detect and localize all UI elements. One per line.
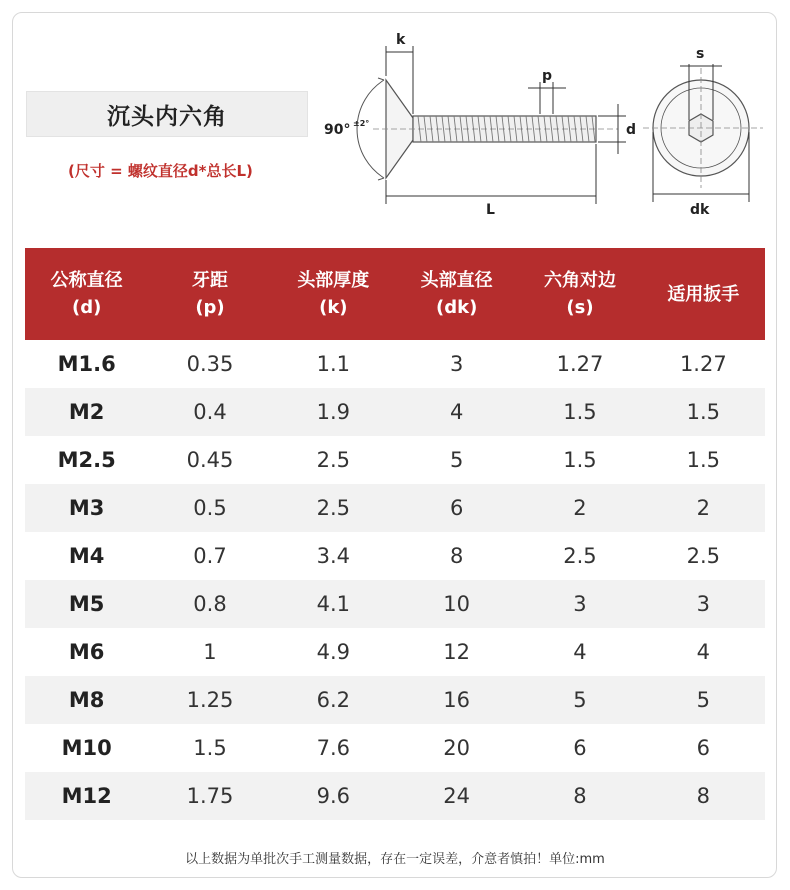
table-row — [25, 388, 765, 436]
label-tolerance: ±2° — [353, 119, 370, 128]
size-cell: M5 — [25, 580, 148, 628]
value-cell: 2.5 — [563, 544, 597, 568]
value-cell: 9.6 — [272, 772, 395, 820]
column-header — [148, 248, 271, 340]
value-cell: 1.5 — [642, 388, 765, 436]
size-cell: M2 — [25, 388, 148, 436]
column-header-symbol: (dk) — [435, 297, 478, 318]
table-header-row — [25, 248, 765, 340]
column-header-symbol: (s) — [566, 297, 594, 318]
label-s: s — [696, 46, 705, 62]
size-cell: M2.5 — [57, 448, 116, 472]
value-cell: 10 — [395, 580, 518, 628]
L-dimension — [386, 144, 596, 204]
value-cell: 1.27 — [556, 352, 604, 376]
value-cell: 6.2 — [272, 676, 395, 724]
label-angle: 90° — [324, 122, 351, 138]
angle-arrow-bottom — [378, 178, 384, 180]
column-header-symbol: (d) — [71, 297, 102, 318]
table-row — [25, 580, 765, 628]
value-cell: 8 — [449, 544, 464, 568]
size-cell: M6 — [68, 640, 105, 664]
spec-table — [25, 248, 765, 820]
size-cell: M3 — [25, 484, 148, 532]
table-row — [25, 484, 765, 532]
table-row — [25, 340, 765, 388]
column-header-name: 头部直径 — [420, 270, 493, 291]
value-cell: 1.75 — [148, 772, 271, 820]
table-row — [25, 532, 765, 580]
value-cell: 1.5 — [686, 448, 721, 472]
value-cell: 5 — [642, 676, 765, 724]
value-cell: 1.27 — [679, 352, 727, 376]
value-cell: 6 — [573, 736, 587, 760]
value-cell: 16 — [395, 676, 518, 724]
column-header-symbol: (k) — [319, 297, 348, 318]
value-cell: 2.5 — [316, 448, 351, 472]
screw-top-view — [643, 68, 763, 188]
p-dimension — [528, 82, 566, 114]
value-cell: 5 — [449, 448, 464, 472]
product-title: 沉头内六角 — [26, 91, 308, 137]
size-cell: M4 — [68, 544, 105, 568]
table-row — [25, 436, 765, 484]
value-cell: 1.5 — [518, 388, 641, 436]
column-header — [518, 248, 641, 340]
size-cell: M12 — [25, 772, 148, 820]
value-cell: 3 — [642, 580, 765, 628]
value-cell: 6 — [395, 484, 518, 532]
column-header-symbol: (p) — [195, 297, 225, 318]
value-cell: 2 — [518, 484, 641, 532]
dimension-note: (尺寸 = 螺纹直径d*总长L) — [68, 162, 253, 180]
value-cell: 0.8 — [148, 580, 271, 628]
value-cell: 4.1 — [272, 580, 395, 628]
footer-note: 以上数据为单批次手工测量数据，存在一定误差，介意者慎拍！单位:mm — [185, 852, 605, 867]
angle-arrow-top — [378, 78, 384, 80]
value-cell: 3 — [518, 580, 641, 628]
value-cell: 6 — [696, 736, 710, 760]
table-row — [25, 772, 765, 820]
table-row — [25, 628, 765, 676]
value-cell: 12 — [443, 640, 471, 664]
column-header — [25, 248, 148, 340]
screw-diagram — [318, 28, 778, 228]
column-header-name: 头部厚度 — [297, 270, 370, 291]
value-cell: 3.4 — [316, 544, 351, 568]
value-cell: 1.9 — [272, 388, 395, 436]
size-cell: M1.6 — [57, 352, 116, 376]
value-cell: 0.35 — [186, 352, 234, 376]
column-header — [272, 248, 395, 340]
column-header-name: 适用扳手 — [667, 283, 740, 305]
size-cell: M8 — [25, 676, 148, 724]
label-d: d — [626, 122, 637, 138]
value-cell: 2.5 — [272, 484, 395, 532]
value-cell: 0.5 — [148, 484, 271, 532]
value-cell: 4 — [696, 640, 710, 664]
label-L: L — [486, 202, 495, 218]
value-cell: 1.25 — [148, 676, 271, 724]
value-cell: 1.5 — [193, 736, 227, 760]
column-header-name: 公称直径 — [50, 270, 123, 291]
value-cell: 4.9 — [316, 640, 351, 664]
table-row — [25, 724, 765, 772]
value-cell: 3 — [449, 352, 464, 376]
value-cell: 24 — [395, 772, 518, 820]
label-p: p — [542, 68, 553, 84]
value-cell: 8 — [642, 772, 765, 820]
column-header — [642, 248, 765, 340]
value-cell: 0.4 — [148, 388, 271, 436]
value-cell: 4 — [395, 388, 518, 436]
value-cell: 0.45 — [186, 448, 234, 472]
table-row — [25, 676, 765, 724]
column-header-name: 牙距 — [191, 270, 228, 291]
label-dk: dk — [690, 202, 710, 218]
value-cell: 20 — [443, 736, 471, 760]
size-cell: M10 — [61, 736, 112, 760]
table-body — [25, 340, 765, 820]
value-cell: 1 — [203, 640, 217, 664]
value-cell: 5 — [518, 676, 641, 724]
value-cell: 4 — [573, 640, 587, 664]
column-header — [395, 248, 518, 340]
label-k: k — [396, 32, 406, 48]
column-header-name: 六角对边 — [543, 270, 616, 291]
angle-arc — [357, 80, 384, 178]
value-cell: 2.5 — [686, 544, 721, 568]
value-cell: 2 — [642, 484, 765, 532]
value-cell: 7.6 — [316, 736, 351, 760]
value-cell: 1.1 — [316, 352, 351, 376]
value-cell: 1.5 — [563, 448, 597, 472]
value-cell: 0.7 — [193, 544, 227, 568]
value-cell: 8 — [518, 772, 641, 820]
